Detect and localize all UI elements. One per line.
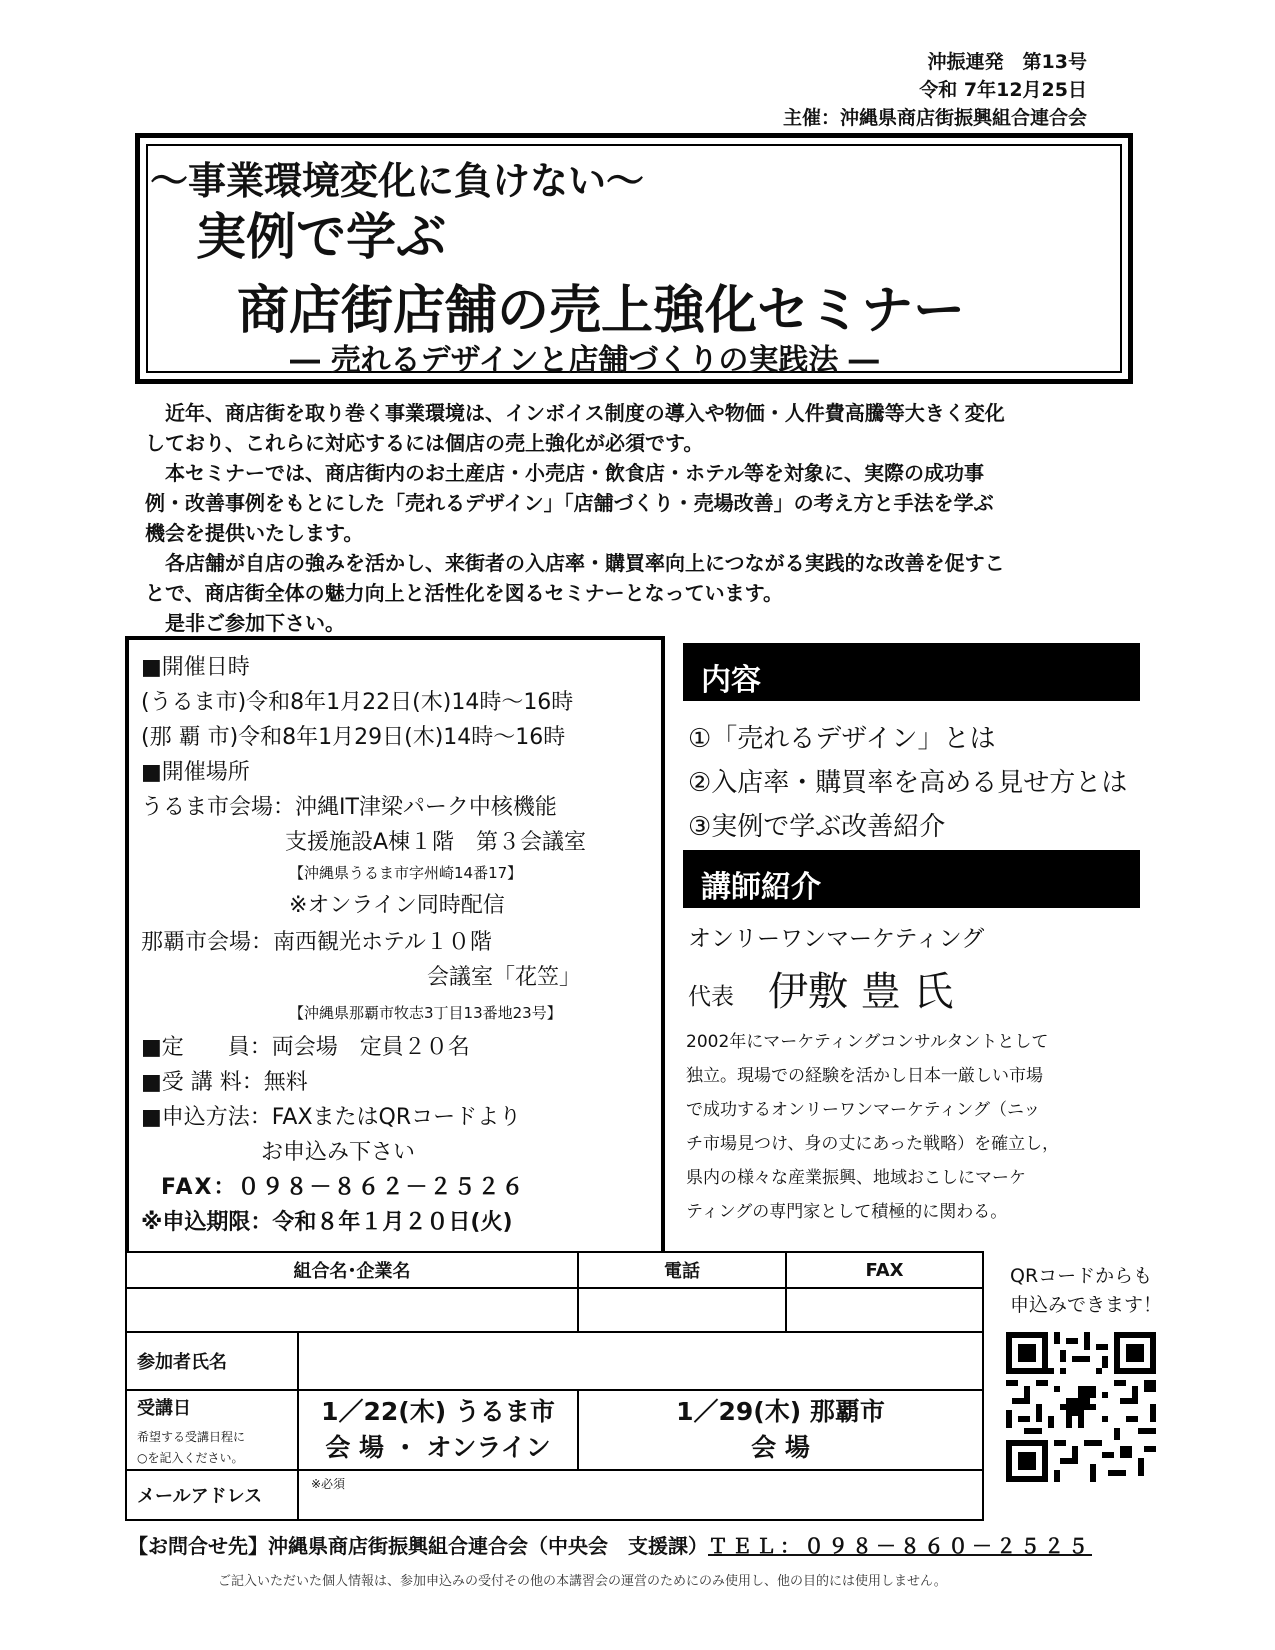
intro-line: 近年、商店街を取り巻く事業環境は、インボイス制度の導入や物価・人件費高騰等大きく変化	[145, 401, 1005, 425]
title-line-2: 商店街店舗の売上強化セミナー	[237, 281, 966, 341]
date-uruma: (うるま市)令和8年1月22日(木)14時～16時	[141, 690, 574, 715]
fax-column-header: FAX	[786, 1252, 983, 1288]
venue-naha: 那覇市会場：南西観光ホテル１０階	[141, 930, 492, 955]
date-label: 受講日	[137, 1398, 191, 1419]
content-heading: 内容	[683, 643, 1140, 701]
tel-field[interactable]	[578, 1288, 786, 1332]
email-field[interactable]	[298, 1470, 983, 1520]
online-note: ※オンライン同時配信	[289, 893, 505, 918]
title-subtitle: ～事業環境変化に負けない～	[150, 159, 645, 203]
venue-uruma-address: 【沖縄県うるま市字州崎14番17】	[289, 864, 523, 882]
option-naha[interactable]	[578, 1390, 983, 1470]
title-tagline: ― 売れるデザインと店舗づくりの実践法 ―	[290, 343, 879, 378]
venue-uruma-room: 支援施設A棟１階 第３会議室	[285, 830, 587, 855]
fax-field[interactable]	[786, 1288, 983, 1332]
qr-code-icon[interactable]	[1006, 1332, 1156, 1482]
apply-method: ■申込方法：FAXまたはQRコードより	[141, 1105, 522, 1130]
date-note-1: 希望する受講日程に	[137, 1430, 246, 1444]
speaker-role: 代表	[688, 984, 734, 1010]
intro-line: しており、これらに対応するには個店の売上強化が必須です。	[145, 431, 704, 455]
bio-line: ティングの専門家として積極的に関わる。	[686, 1202, 1008, 1222]
contact-label: 【お問合せ先】沖縄県商店街振興組合連合会（中央会 支援課）	[128, 1534, 708, 1558]
company-column-header: 組合名･企業名	[126, 1252, 578, 1288]
issue-date: 令和 7年12月25日	[919, 79, 1087, 101]
bio-line: で成功するオンリーワンマーケティング（ニッ	[686, 1100, 1041, 1120]
bio-line: チ市場見つけ、身の丈にあった戦略）を確立し，	[686, 1134, 1060, 1154]
privacy-note: ご記入いただいた個人情報は、参加申込みの受付その他の本講習会の運営のためにのみ使用し、他の目的には使用しません。	[218, 1574, 947, 1589]
option-naha-venue: 会 場	[751, 1433, 810, 1462]
option-naha-date: 1／29(木) 那覇市	[676, 1397, 885, 1426]
option-uruma[interactable]	[298, 1390, 578, 1470]
email-required-note: ※必須	[311, 1477, 346, 1491]
speaker-name: 伊敷 豊 氏	[768, 969, 954, 1015]
contact-tel: ＴＥＬ：０９８－８６０－２５２５	[708, 1534, 1092, 1558]
intro-line: とで、商店街全体の魅力向上と活性化を図るセミナーとなっています。	[145, 581, 783, 605]
participant-field[interactable]	[298, 1332, 983, 1390]
document-number: 沖振連発 第13号	[927, 51, 1087, 73]
participant-label: 参加者氏名	[126, 1332, 298, 1390]
contact-info	[128, 1530, 1092, 1559]
content-item: ③実例で学ぶ改善紹介	[688, 812, 946, 842]
venue-naha-address: 【沖縄県那覇市牧志3丁目13番地23号】	[289, 1004, 562, 1022]
intro-line: 各店舗が自店の強みを活かし、来街者の入店率・購買率向上につながる実践的な改善を促すこ	[145, 551, 1005, 575]
qr-caption-line: 申込みできます！	[1010, 1294, 1163, 1316]
content-item: ①「売れるデザイン」とは	[688, 724, 996, 754]
date-heading: ■開催日時	[141, 655, 250, 680]
bio-line: 県内の様々な産業振興、地域おこしにマーケ	[686, 1168, 1026, 1188]
event-info-box	[125, 636, 665, 1251]
intro-text	[145, 398, 1145, 638]
option-uruma-venue: 会 場 ・ オンライン	[325, 1433, 551, 1462]
venue-heading: ■開催場所	[141, 760, 250, 785]
intro-line: 機会を提供いたします。	[145, 521, 364, 545]
qr-caption	[1010, 1262, 1162, 1320]
option-uruma-date: 1／22(木) うるま市	[321, 1397, 555, 1426]
bio-line: 2002年にマーケティングコンサルタントとして	[686, 1032, 1049, 1052]
speaker-company: オンリーワンマーケティング	[688, 926, 985, 952]
bio-line: 独立。現場での経験を活かし日本一厳しい市場	[686, 1066, 1043, 1086]
speaker-bio	[686, 1025, 1136, 1229]
content-item: ②入店率・購買率を高める見せ方とは	[688, 768, 1128, 798]
date-select-label	[126, 1390, 298, 1470]
organizer: 主催：沖縄県商店街振興組合連合会	[782, 107, 1087, 129]
email-label: メールアドレス	[126, 1470, 298, 1520]
application-form	[125, 1251, 984, 1521]
date-naha: (那 覇 市)令和8年1月29日(木)14時～16時	[141, 725, 566, 750]
tel-column-header: 電話	[578, 1252, 786, 1288]
speaker-heading: 講師紹介	[683, 850, 1140, 908]
date-note-2: ○を記入ください。	[137, 1451, 244, 1465]
fax-number: FAX：０９８－８６２－２５２６	[161, 1175, 526, 1200]
venue-uruma: うるま市会場：沖縄IT津梁パーク中核機能	[141, 795, 557, 820]
header-meta	[783, 48, 1087, 132]
intro-line: 本セミナーでは、商店街内のお土産店・小売店・飲食店・ホテル等を対象に、実際の成功事	[145, 461, 984, 485]
fee: ■受 講 料：無料	[141, 1070, 308, 1095]
intro-line: 是非ご参加下さい。	[145, 611, 345, 635]
intro-line: 例・改善事例をもとにした「売れるデザイン」「店舗づくり・売場改善」の考え方と手法を学ぶ	[145, 491, 994, 515]
venue-naha-room: 会議室「花笠」	[427, 965, 582, 990]
apply-method-cont: お申込み下さい	[261, 1140, 416, 1165]
deadline: ※申込期限：令和８年１月２０日(火)	[141, 1210, 513, 1235]
qr-caption-line: QRコードからも	[1010, 1265, 1153, 1287]
capacity: ■定 員：両会場 定員２０名	[141, 1035, 470, 1060]
company-field[interactable]	[126, 1288, 578, 1332]
title-line-1: 実例で学ぶ	[196, 208, 446, 266]
